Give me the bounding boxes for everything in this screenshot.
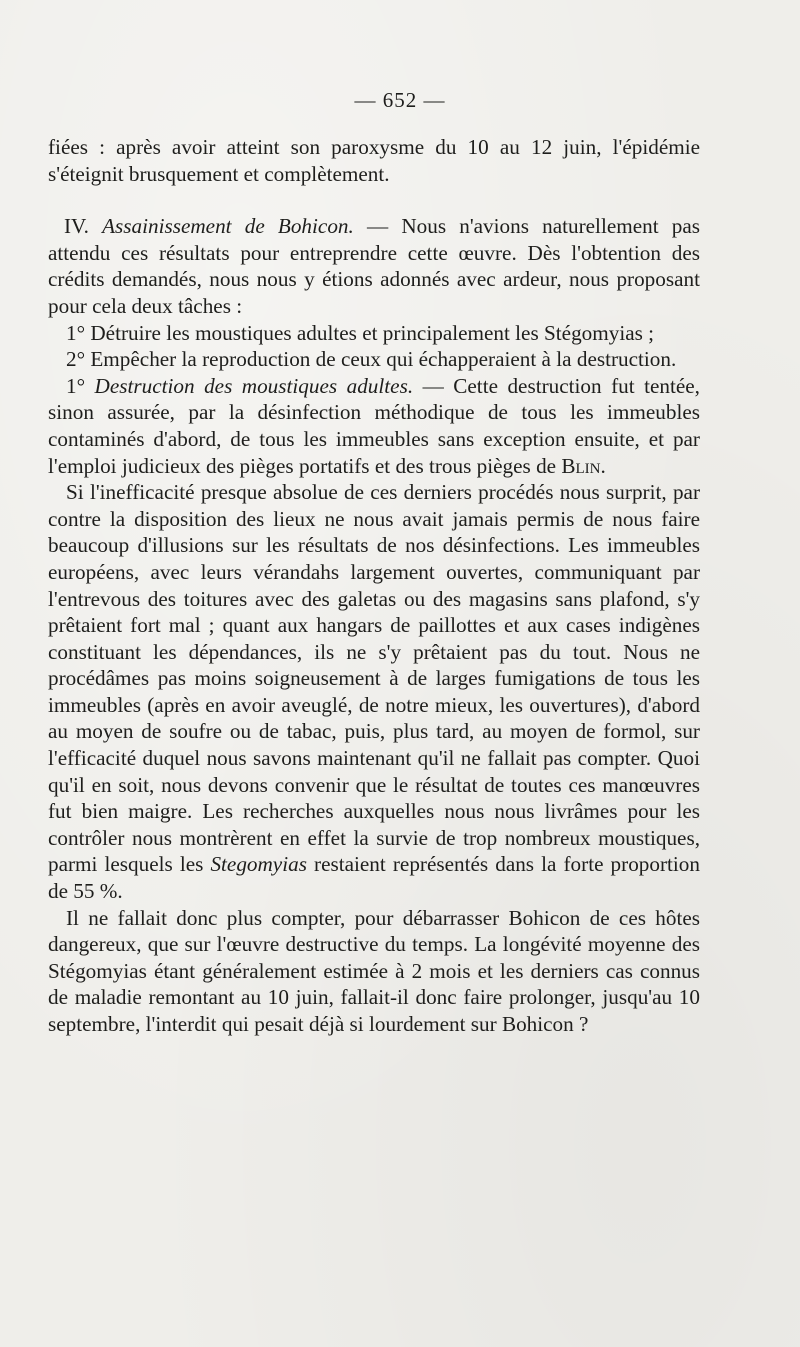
section-title: Assainissement de Bohicon.: [102, 214, 354, 239]
section-text: — Nous n'avions naturellement pas attendu ces résultats pour entreprendre cette œuvre. Dès l'obtention des crédits demandés, nous nous y étions adonnés avec ardeur, nous proposant pour cela deux tâches :: [48, 214, 701, 318]
subsection-text: — Cette destruction fut tentée, sinon assurée, par la désinfection méthodique de tous les immeubles contaminés d'abord, de tous les immeubles sans exception ensuite, et par l'emploi judicieux des pièges portatifs et des trous pièges de: [48, 373, 700, 478]
paragraph-text-b: restaient représentés dans la forte proportion de 55 %.: [48, 852, 700, 904]
paragraph-destruction: [48, 373, 700, 479]
body-text: [48, 134, 700, 1038]
paragraph-inefficacite: [48, 479, 700, 905]
species-name: Stegomyias: [210, 852, 307, 877]
page-number: — 652 —: [354, 88, 446, 112]
paragraph-task-2: 2° Empêcher la reproduction de ceux qui échapperaient à la destruction.: [66, 347, 677, 372]
paragraph-task-1: 1° Détruire les moustiques adultes et principalement les Stégomyias ;: [66, 320, 655, 345]
paragraph-continuation: fiées : après avoir atteint son paroxysme du 10 au 12 juin, l'épidémie s'éteignit brusquement et complètement.: [48, 135, 700, 186]
paragraph-text-a: Si l'inefficacité presque absolue de ces derniers procédés nous surprit, par contre la disposition des lieux ne nous avait jamais permis de nous faire beaucoup d'illusions sur les résultats de nos désinfections. Les immeubles européens, avec leurs vérandahs largement ouvertes, communiquant par l'entrevous des toitures avec des galetas ou des magasins sans plafond, s'y prêtaient fort mal ; quant aux hangars de paillottes et aux cases indigènes constituant les dépendances, ils ne s'y prêtaient pas du tout. Nous ne procédâmes pas moins soigneusement à de larges fumigations de tous les immeubles (après en avoir aveuglé, de notre mieux, les ouvertures), d'abord au moyen de soufre ou de tabac, puis, plus tard, au moyen de formol, sur l'efficacité duquel nous savons maintenant qu'il ne fallait pas compter. Quoi qu'il en soit, nous devons convenir que le résultat de toutes ces manœuvres fut bien maigre. Les recherches auxquelles nous nous livrâmes pour les contrôler nous montrèrent en effet la survie de trop nombreux moustiques, parmi lesquels les: [48, 480, 700, 877]
paragraph-section-iv: [48, 213, 700, 319]
section-number: IV.: [64, 214, 103, 239]
subsection-title: Destruction des moustiques adultes.: [94, 373, 414, 398]
paragraph-conclusion: Il ne fallait donc plus compter, pour débarrasser Bohicon de ces hôtes dangereux, que sur l'œuvre destructive du temps. La longévité moyenne des Stégomyias étant généralement estimée à 2 mois et les derniers cas connus de maladie remontant au 10 juin, fallait-il donc faire prolonger, jusqu'au 10 septembre, l'interdit qui pesait déjà si lourdement sur Bohicon ?: [48, 905, 700, 1036]
author-name: Blin: [561, 453, 601, 478]
subsection-number: 1°: [66, 373, 95, 398]
subsection-end: .: [600, 453, 606, 478]
